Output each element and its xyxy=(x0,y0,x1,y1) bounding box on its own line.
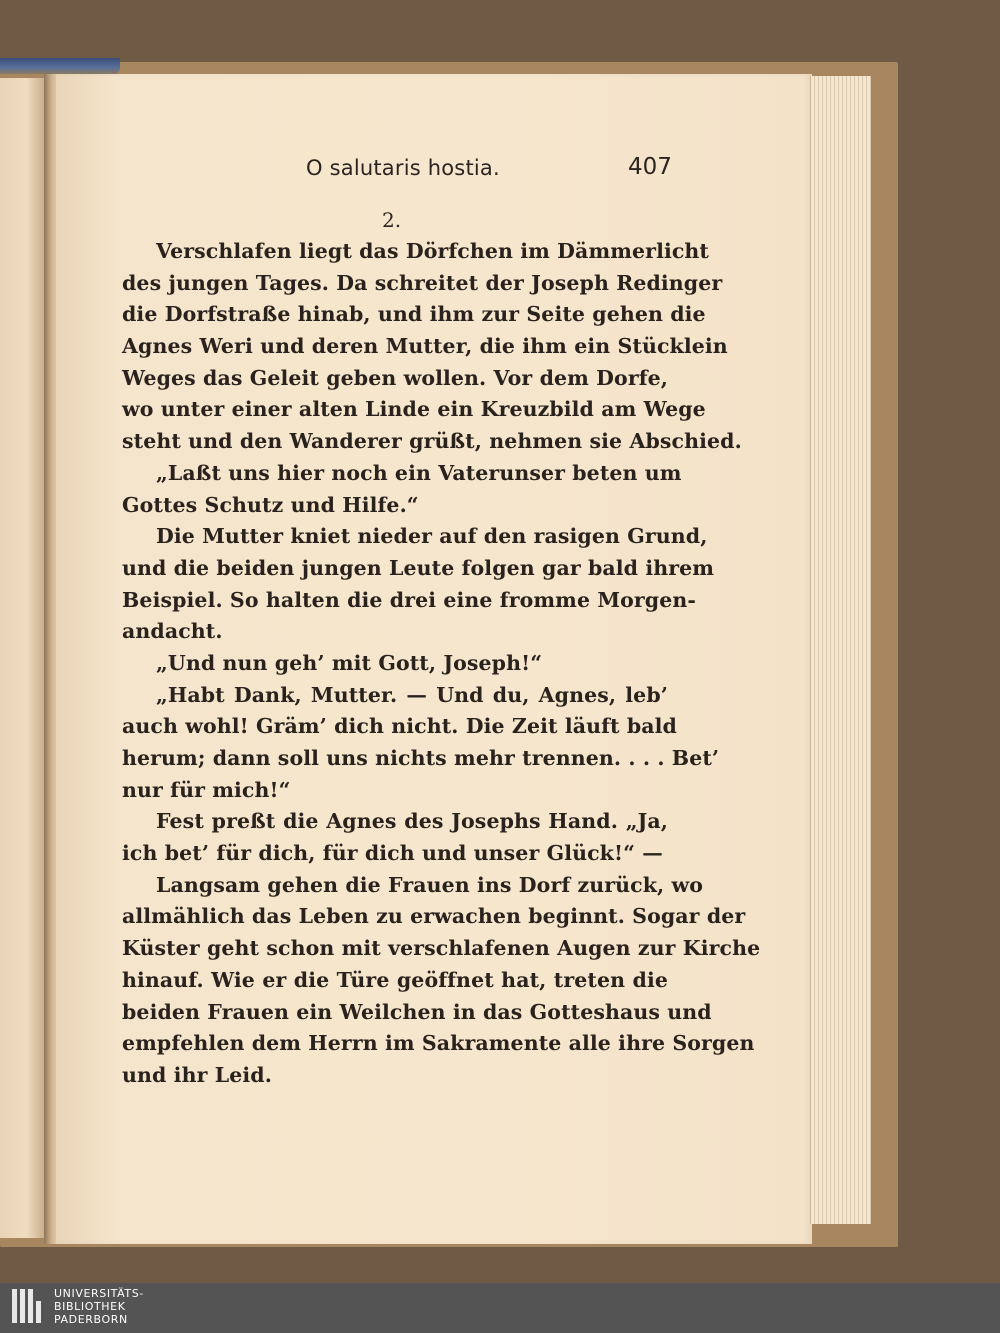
text-line: des jungen Tages. Da schreitet der Joseph Redinger xyxy=(122,270,723,295)
text-line: hinauf. Wie er die Türe geöffnet hat, treten die xyxy=(122,967,668,992)
text-line: wo unter einer alten Linde ein Kreuzbild am Wege xyxy=(122,397,706,422)
logo-line-1: UNIVERSITÄTS- xyxy=(54,1287,144,1300)
logo-line-3: PADERBORN xyxy=(54,1313,128,1326)
text-line: nur für mich!“ xyxy=(122,777,291,802)
text-line: Küster geht schon mit verschlafenen Augen zur Kirche xyxy=(122,936,761,961)
text-line: ich bet’ für dich, für dich und unser Glück!“ — xyxy=(122,841,663,866)
text-line: Fest preßt die Agnes des Josephs Hand. „Ja, xyxy=(156,809,668,834)
page-edges xyxy=(810,76,871,1224)
logo-line-2: BIBLIOTHEK xyxy=(54,1300,126,1313)
text-line: beiden Frauen ein Weilchen in das Gotteshaus und xyxy=(122,999,712,1024)
text-line: und ihr Leid. xyxy=(122,1062,272,1087)
text-line: Beispiel. So halten die drei eine fromme Morgen- xyxy=(122,587,696,612)
text-line: steht und den Wanderer grüßt, nehmen sie Abschied. xyxy=(122,429,742,454)
body-text xyxy=(122,236,761,1092)
text-line: „Laßt uns hier noch ein Vaterunser beten um xyxy=(156,460,682,485)
text-line: und die beiden jungen Leute folgen gar bald ihrem xyxy=(122,555,715,580)
text-line: Gottes Schutz und Hilfe.“ xyxy=(122,492,419,517)
text-line: Weges das Geleit geben wollen. Vor dem Dorfe, xyxy=(122,365,669,390)
text-line: Agnes Weri und deren Mutter, die ihm ein Stücklein xyxy=(122,334,728,359)
text-line: die Dorfstraße hinab, und ihm zur Seite gehen die xyxy=(122,302,706,327)
running-head: O salutaris hostia. xyxy=(306,156,500,180)
left-page-edge xyxy=(0,78,44,1238)
text-line: Die Mutter kniet nieder auf den rasigen Grund, xyxy=(156,524,708,549)
text-line: herum; dann soll uns nichts mehr trennen. . . . Bet’ xyxy=(122,746,720,770)
library-footer xyxy=(0,1283,1000,1333)
spine-band xyxy=(0,58,120,74)
library-logo-icon xyxy=(12,1289,44,1329)
text-line: „Und nun geh’ mit Gott, Joseph!“ xyxy=(156,650,543,675)
text-line: andacht. xyxy=(122,619,223,644)
text-line: „Habt Dank, Mutter. — Und du, Agnes, leb’ xyxy=(156,682,668,707)
text-line: allmählich das Leben zu erwachen beginnt. Sogar der xyxy=(122,904,746,929)
library-logo-text xyxy=(54,1287,144,1326)
section-number: 2. xyxy=(382,208,402,232)
text-line: Langsam gehen die Frauen ins Dorf zurück, wo xyxy=(156,872,704,897)
text-line: empfehlen dem Herrn im Sakramente alle ihre Sorgen xyxy=(122,1031,755,1056)
text-line: Verschlafen liegt das Dörfchen im Dämmerlicht xyxy=(156,239,709,263)
page-number: 407 xyxy=(628,154,672,180)
text-line: auch wohl! Gräm’ dich nicht. Die Zeit läuft bald xyxy=(122,714,677,739)
